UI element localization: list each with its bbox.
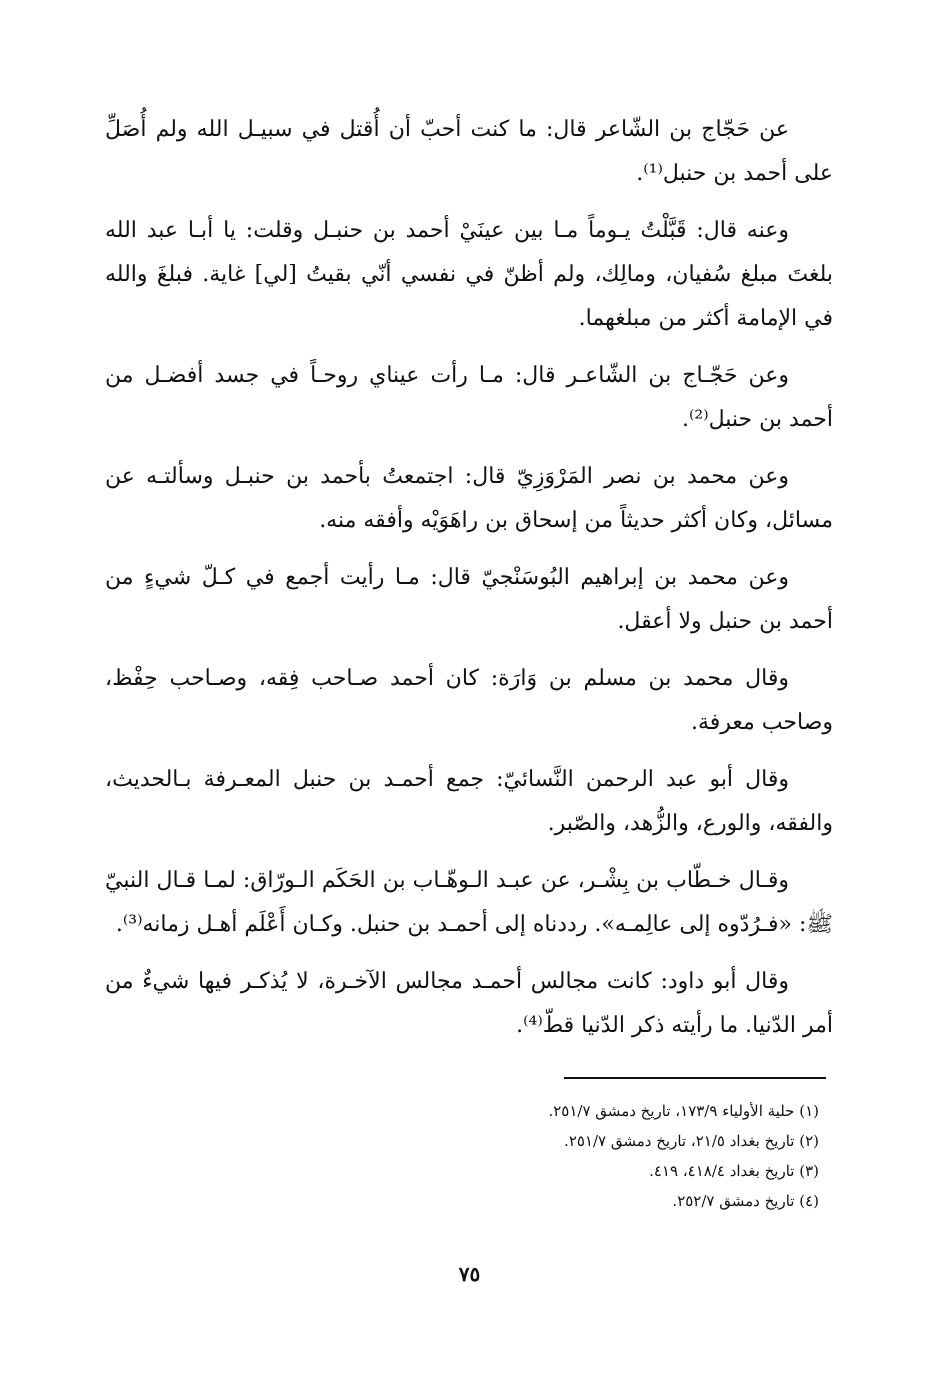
footnote-1: (١) حلية الأولياء ١٧٣/٩، تاريخ دمشق ٢٥١/٧. xyxy=(548,1102,819,1120)
paragraph-8: وقـال خـطّاب بن بِشْـر، عن عبـد الـوهّـاب بن الحَكَم الـورّاق: لمـا قـال النبيّ ﷺ: «فـرُدّوه إلى عالِمـه». رددناه إلى أحمـد بن حنبل. وكـان أَعْلَم أهـل زمانه⁽³⁾. xyxy=(105,868,833,937)
footnote-3: (٣) تاريخ بغداد ٤١٨/٤، ٤١٩. xyxy=(649,1162,819,1180)
paragraph-7: وقال أبو عبد الرحمن النَّسائيّ: جمع أحمـد بن حنبل المعـرفة بـالحديث، والفقه، والورع، والزُّهد، والصّبر. xyxy=(105,767,833,836)
footnote-separator xyxy=(564,1077,826,1079)
paragraph-3: وعن حَجّـاج بن الشّاعـر قال: مـا رأت عيناي روحـاً في جسد أفضـل من أحمد بن حنبل⁽²⁾. xyxy=(105,363,833,432)
footnotes xyxy=(105,1096,825,1216)
paragraph-6: وقال محمد بن مسلم بن وَارَة: كان أحمد صـاحب فِقه، وصـاحب حِفْظ، وصاحب معرفة. xyxy=(105,666,833,735)
paragraph-1: عن حَجّاج بن الشّاعر قال: ما كنت أحبّ أن أُقتل في سبيـل الله ولم أُصَلِّ على أحمد بن حنبل⁽¹⁾. xyxy=(105,117,833,186)
footnote-2: (٢) تاريخ بغداد ٢١/٥، تاريخ دمشق ٢٥١/٧. xyxy=(564,1132,819,1150)
paragraph-2: وعنه قال: قَبَّلْتُ يـوماً مـا بين عينَيْ أحمد بن حنبـل وقلت: يا أبـا عبد الله بلغتَ مبلغ سُفيان، ومالِك، ولم أظنّ في نفسي أنّي بقيتُ [لي] غاية. فبلغَ والله في الإمامة أكثر من مبلغهما. xyxy=(105,218,833,331)
paragraph-4: وعن محمد بن نصر المَرْوَزِيّ قال: اجتمعتُ بأحمد بن حنبـل وسألتـه عن مسائل، وكان أكثر حديثاً من إسحاق بن راهَوَيْه وأفقه منه. xyxy=(105,464,833,533)
paragraph-5: وعن محمد بن إبراهيم البُوسَنْجيّ قال: مـا رأيت أجمع في كـلّ شيءٍ من أحمد بن حنبل ولا أعقل. xyxy=(105,565,833,634)
footnote-4: (٤) تاريخ دمشق ٢٥٢/٧. xyxy=(672,1192,819,1210)
page-number: ٧٥ xyxy=(458,1262,481,1286)
main-text xyxy=(105,108,833,1061)
paragraph-9: وقال أبو داود: كانت مجالس أحمـد مجالس الآخـرة، لا يُذكـر فيها شيءٌ من أمر الدّنيا. ما رأيته ذكر الدّنيا قطّ⁽⁴⁾. xyxy=(105,969,833,1038)
